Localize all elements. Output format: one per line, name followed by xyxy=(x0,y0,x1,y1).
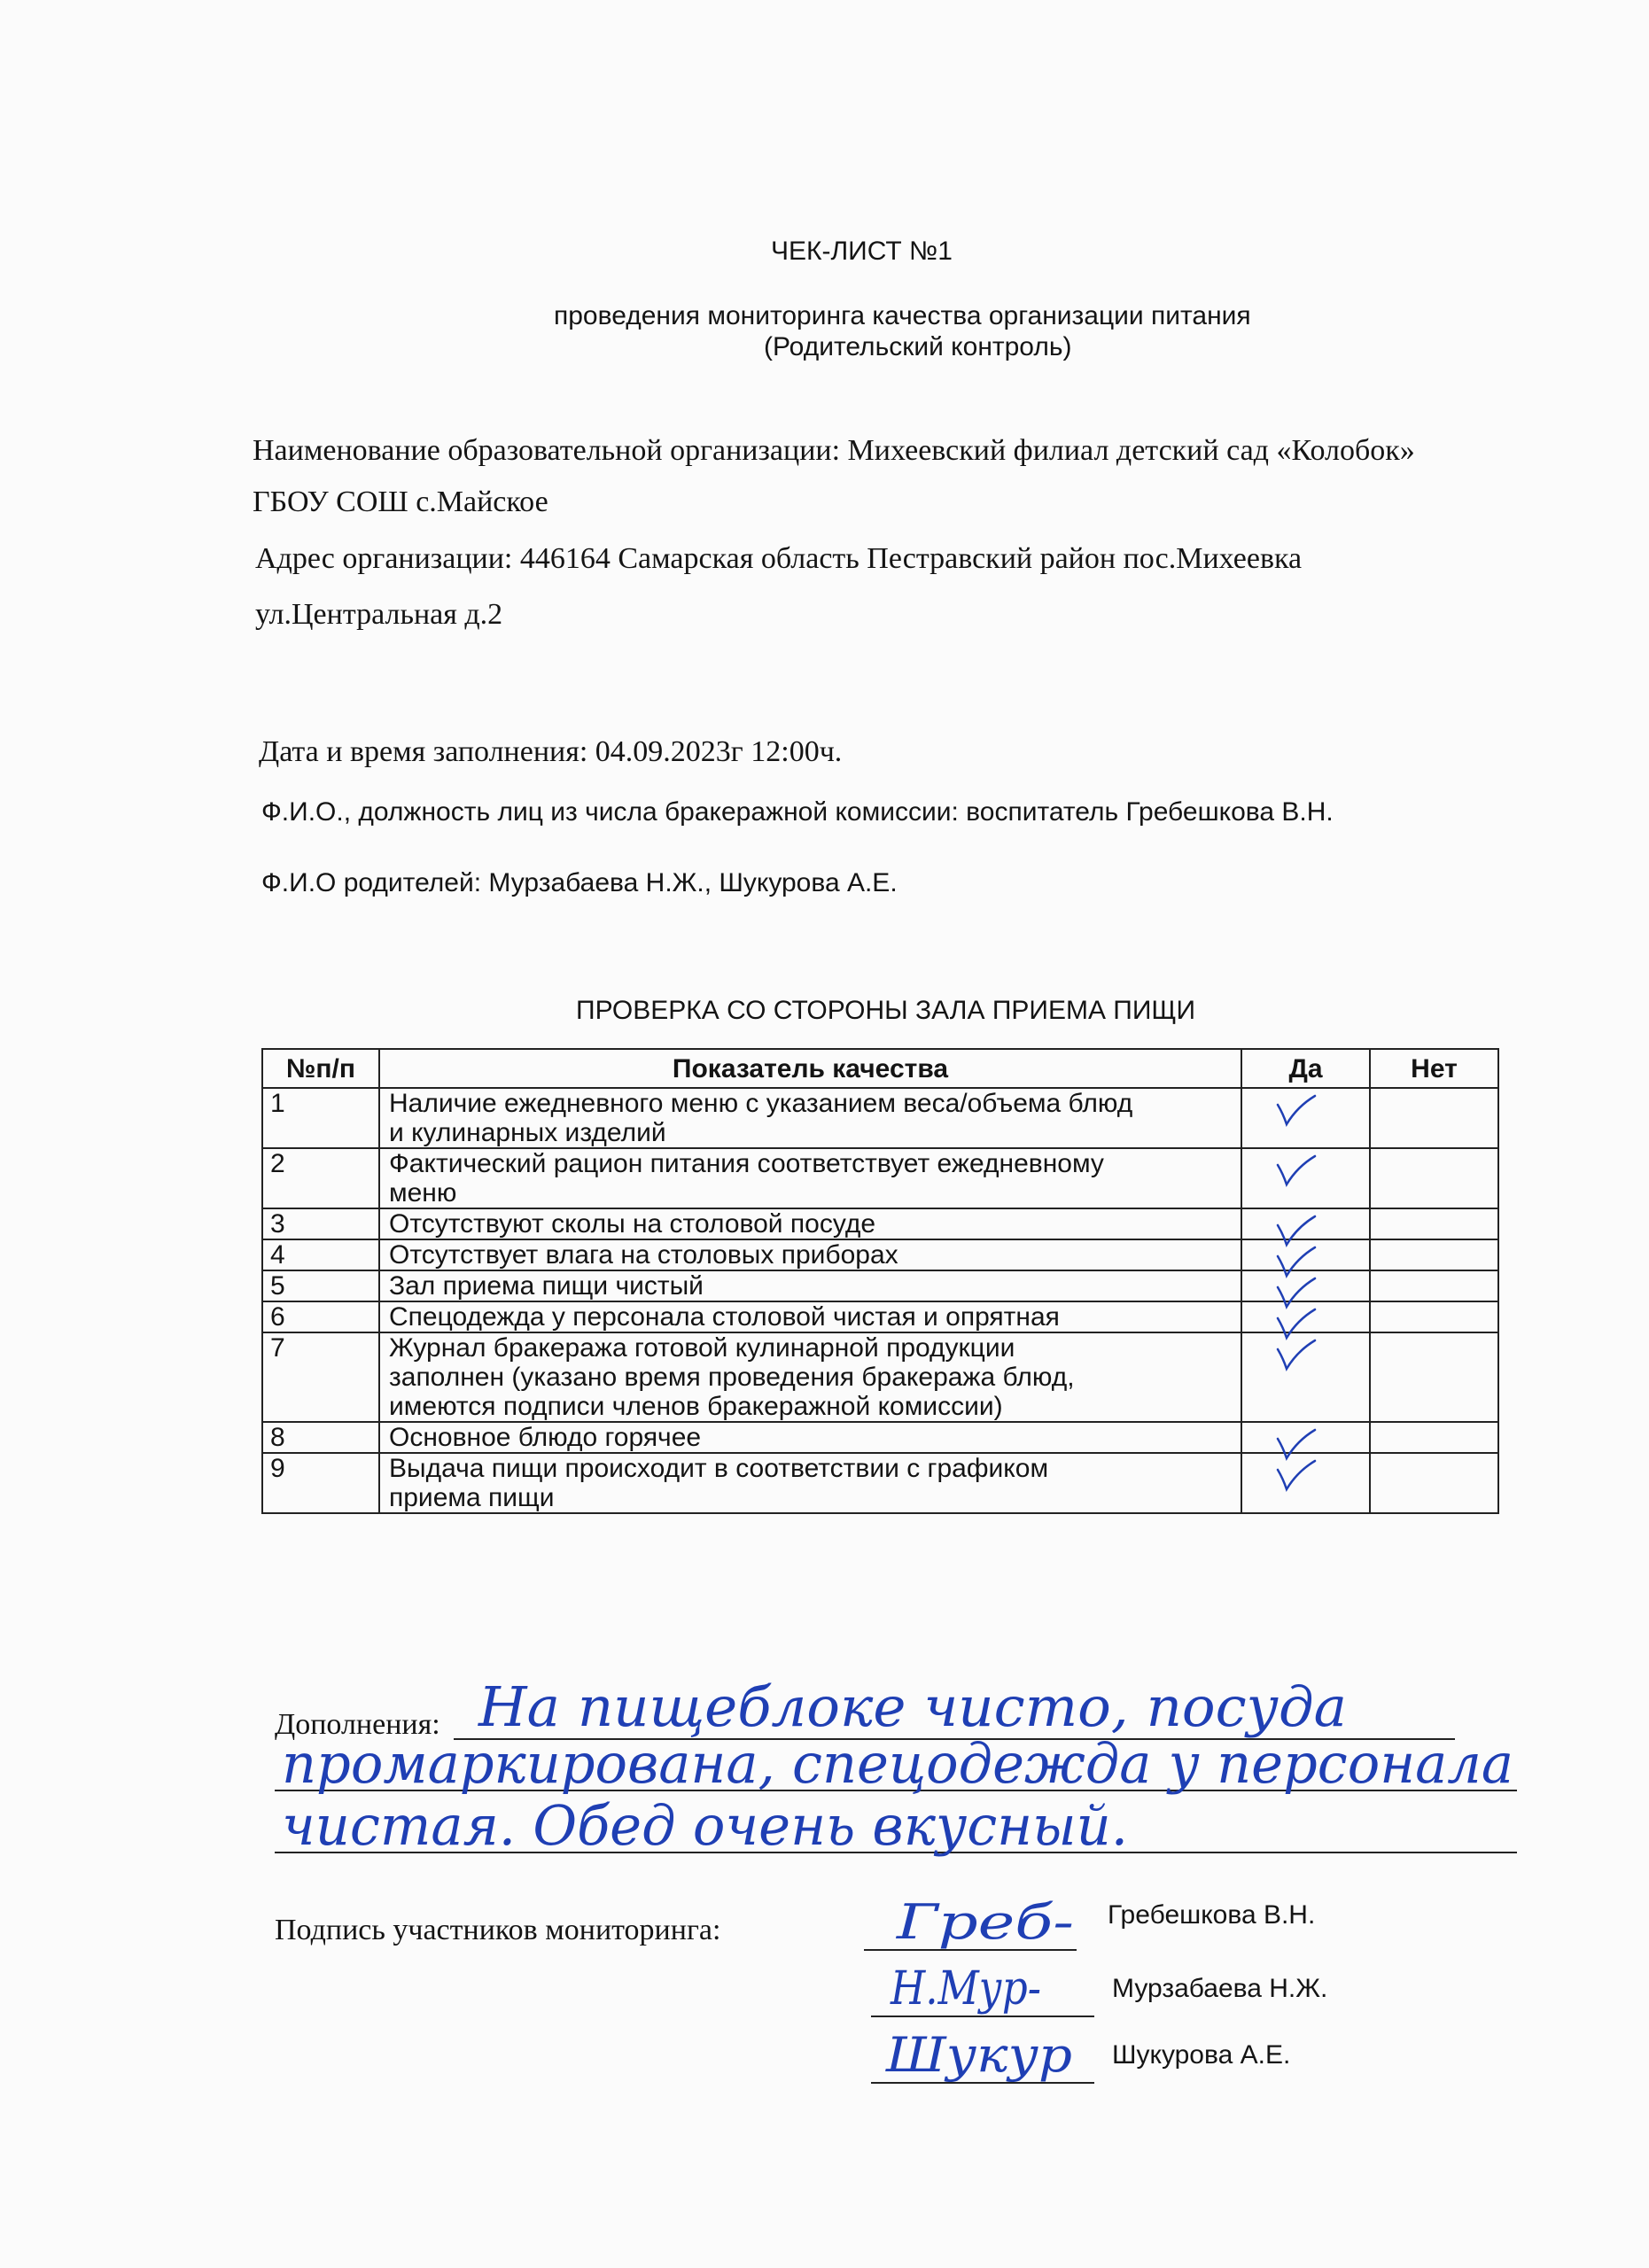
indicator-line: Спецодежда у персонала столовой чистая и опрятная xyxy=(389,1302,1060,1332)
indicator-line: Отсутствует влага на столовых приборах xyxy=(389,1240,898,1270)
row-number: 9 xyxy=(262,1453,379,1513)
indicator-line: имеются подписи членов бракеражной комиссии) xyxy=(389,1392,1003,1421)
indicator-line: Зал приема пищи чистый xyxy=(389,1271,704,1301)
handwritten-line-2: промаркирована, спецодежда у персонала xyxy=(282,1731,1513,1796)
indicator-line: меню xyxy=(389,1178,457,1208)
parents-names: Ф.И.О родителей: Мурзабаева Н.Ж., Шукурова А.Е. xyxy=(261,868,898,897)
row-number: 8 xyxy=(262,1422,379,1453)
indicator-line: приема пищи xyxy=(389,1483,555,1512)
header-yes: Да xyxy=(1241,1049,1370,1088)
row-number: 5 xyxy=(262,1270,379,1301)
row-number: 7 xyxy=(262,1332,379,1422)
signer-name-3: Шукурова А.Е. xyxy=(1112,2040,1291,2070)
indicator-line: Выдача пищи происходит в соответствии с графиком xyxy=(389,1454,1049,1483)
indicator-line: Наличие ежедневного меню с указанием веса/объема блюд xyxy=(389,1089,1133,1118)
org-address-line2: ул.Центральная д.2 xyxy=(255,598,503,631)
org-name-line2: ГБОУ СОШ с.Майское xyxy=(253,485,548,518)
signature-1: Греб- xyxy=(895,1894,1074,1950)
signer-name-2: Мурзабаева Н.Ж. xyxy=(1112,1974,1328,2003)
header-num: №п/п xyxy=(262,1049,379,1088)
indicator-line: Основное блюдо горячее xyxy=(389,1423,702,1452)
org-name-line1: Наименование образовательной организации: Михеевский филиал детский сад «Колобок» xyxy=(253,434,1415,467)
indicator-line: и кулинарных изделий xyxy=(389,1118,666,1147)
fill-datetime: Дата и время заполнения: 04.09.2023г 12:00ч. xyxy=(259,735,843,768)
signer-name-1: Гребешкова В.Н. xyxy=(1108,1900,1316,1930)
row-number: 2 xyxy=(262,1148,379,1208)
header-indicator: Показатель качества xyxy=(379,1049,1241,1088)
row-number: 6 xyxy=(262,1301,379,1332)
row-number: 1 xyxy=(262,1088,379,1148)
document-title: ЧЕК-ЛИСТ №1 xyxy=(771,237,953,266)
signature-3: Шукур xyxy=(884,2027,1072,2083)
indicator-line: Отсутствуют сколы на столовой посуде xyxy=(389,1209,876,1239)
row-number: 3 xyxy=(262,1208,379,1239)
indicator-line: Фактический рацион питания соответствует ежедневному xyxy=(389,1149,1104,1178)
handwritten-line-1: На пищеблоке чисто, посуда xyxy=(477,1674,1347,1739)
document-subtitle-line1: проведения мониторинга качества организации питания xyxy=(554,301,1251,330)
commission-members: Ф.И.О., должность лиц из числа бракеражной комиссии: воспитатель Гребешкова В.Н. xyxy=(261,797,1334,827)
handwritten-line-3: чистая. Обед очень вкусный. xyxy=(282,1793,1128,1858)
document-subtitle-line2: (Родительский контроль) xyxy=(764,332,1072,361)
signature-2: Н.Мур- xyxy=(890,1962,1041,2016)
indicator-line: заполнен (указано время проведения бракеража блюд, xyxy=(389,1363,1075,1392)
org-address-line1: Адрес организации: 446164 Самарская область Пестравский район пос.Михеевка xyxy=(255,542,1303,575)
signatures-label: Подпись участников мониторинга: xyxy=(275,1914,721,1946)
header-no: Нет xyxy=(1370,1049,1498,1088)
additions-label: Дополнения: xyxy=(275,1708,440,1741)
section-title: ПРОВЕРКА СО СТОРОНЫ ЗАЛА ПРИЕМА ПИЩИ xyxy=(576,996,1196,1025)
row-number: 4 xyxy=(262,1239,379,1270)
indicator-line: Журнал бракеража готовой кулинарной продукции xyxy=(389,1333,1015,1363)
